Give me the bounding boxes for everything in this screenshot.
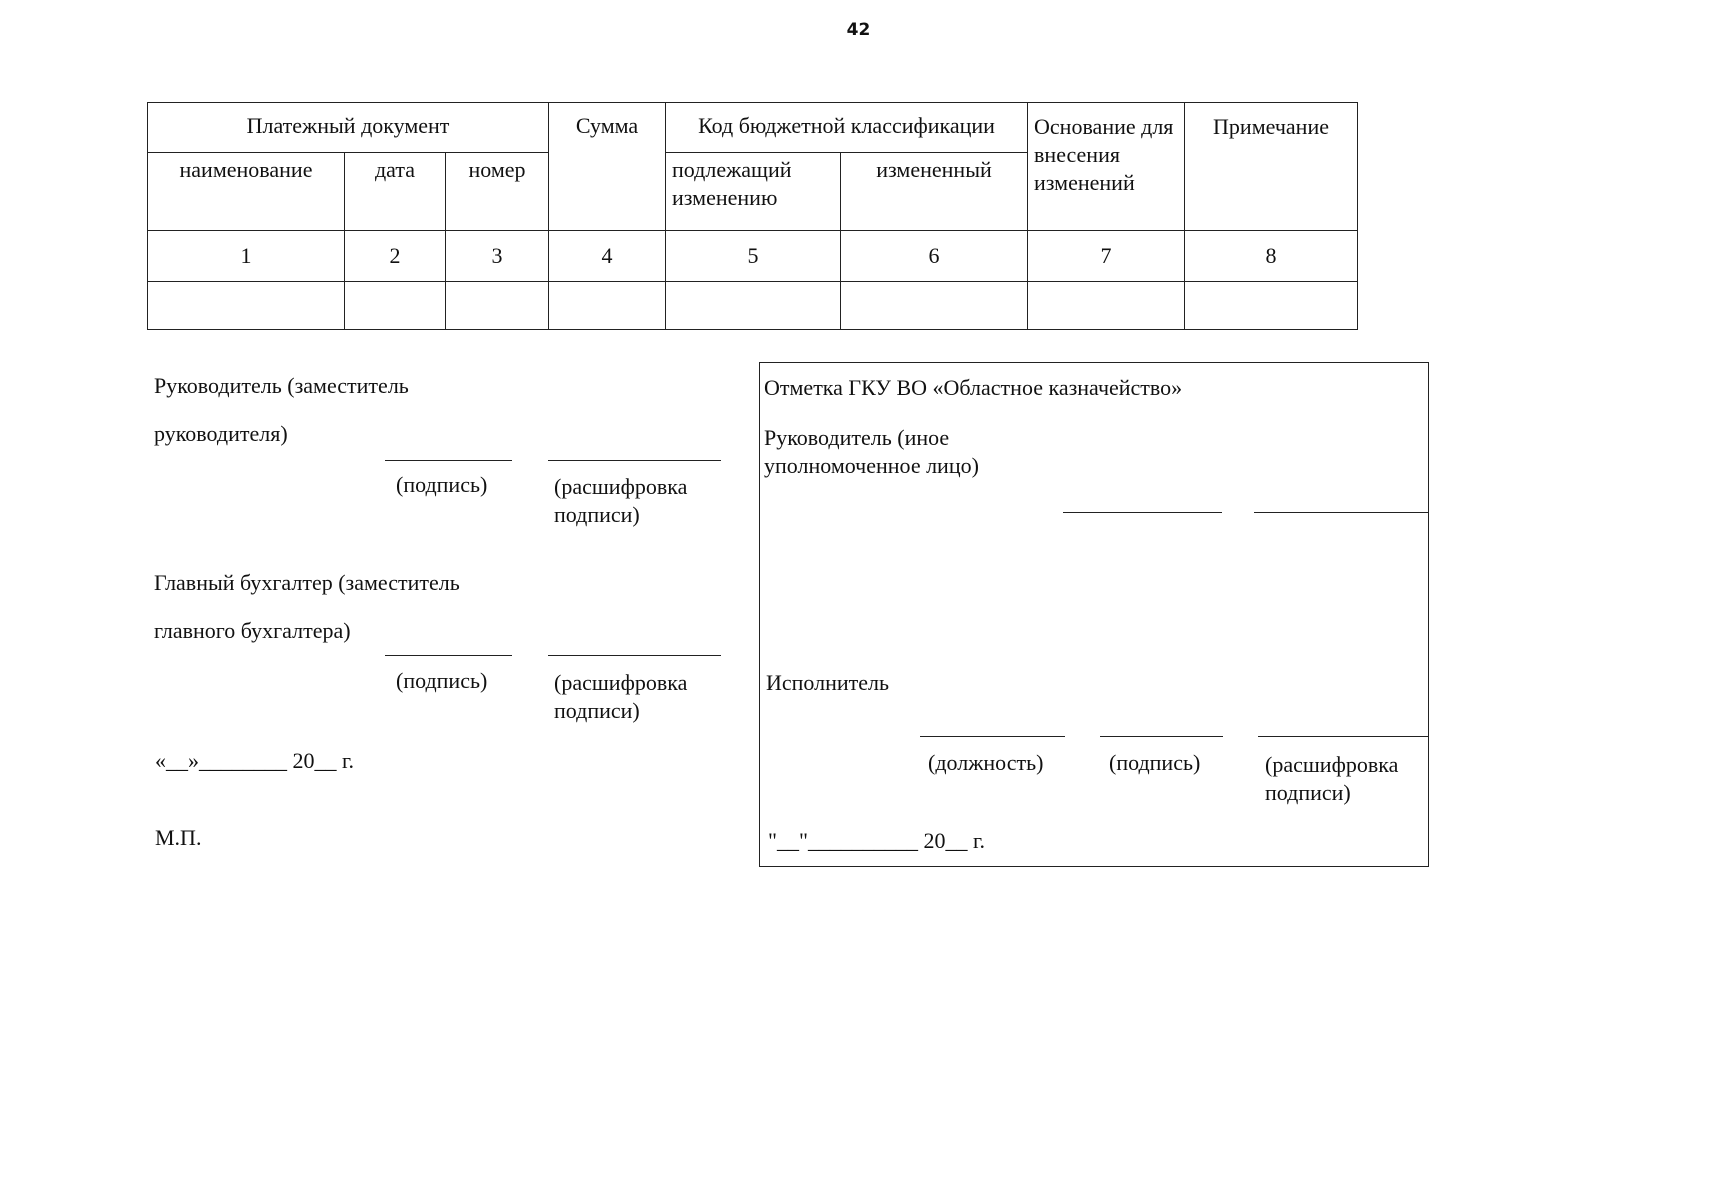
header-basis: Основание для внесения изменений — [1028, 103, 1185, 231]
executor-signature-caption: (подпись) — [1109, 750, 1201, 775]
head-decoding-line[interactable] — [548, 460, 721, 461]
table-cell[interactable] — [345, 282, 446, 330]
executor-position-line[interactable] — [920, 736, 1065, 737]
head-label-line1: Руководитель (заместитель — [154, 373, 409, 398]
executor-decoding-caption: (расшифровка подписи) — [1265, 752, 1399, 805]
seal-label: М.П. — [155, 825, 202, 850]
table-cell[interactable] — [1185, 282, 1358, 330]
column-number: 3 — [446, 231, 549, 282]
accountant-decoding-caption: (расшифровка подписи) — [554, 670, 688, 723]
head-signature-caption: (подпись) — [396, 472, 488, 497]
header-payment-document: Платежный документ — [148, 103, 549, 153]
header-bk-code: Код бюджетной классификации — [666, 103, 1028, 153]
table-cell[interactable] — [666, 282, 841, 330]
table-cell[interactable] — [1028, 282, 1185, 330]
column-number: 6 — [841, 231, 1028, 282]
treasury-date-line[interactable]: "__"__________ 20__ г. — [768, 828, 986, 853]
header-number: номер — [446, 153, 549, 231]
column-number: 7 — [1028, 231, 1185, 282]
executor-signature-line[interactable] — [1100, 736, 1223, 737]
column-number: 4 — [549, 231, 666, 282]
executor-label: Исполнитель — [766, 670, 890, 695]
date-line[interactable]: «__»________ 20__ г. — [155, 748, 355, 773]
header-date: дата — [345, 153, 446, 231]
page-number: 42 — [846, 20, 871, 40]
column-number: 8 — [1185, 231, 1358, 282]
payment-documents-table — [147, 102, 1358, 330]
head-signature-line[interactable] — [385, 460, 512, 461]
accountant-signature-caption: (подпись) — [396, 668, 488, 693]
accountant-label-line2: главного бухгалтера) — [154, 618, 351, 643]
treasury-head-decoding-line[interactable] — [1254, 512, 1429, 513]
table-cell[interactable] — [148, 282, 345, 330]
column-number: 1 — [148, 231, 345, 282]
head-label-line2: руководителя) — [154, 421, 288, 446]
treasury-head-signature-line[interactable] — [1063, 512, 1222, 513]
header-to-change: подлежащий изменению — [666, 153, 841, 231]
header-changed: измененный — [841, 153, 1028, 231]
executor-decoding-line[interactable] — [1258, 736, 1429, 737]
header-amount: Сумма — [549, 103, 666, 231]
header-note: Примечание — [1185, 103, 1358, 231]
executor-position-caption: (должность) — [928, 750, 1044, 775]
treasury-title: Отметка ГКУ ВО «Областное казначейство» — [764, 375, 1183, 400]
column-number: 2 — [345, 231, 446, 282]
head-decoding-caption: (расшифровка подписи) — [554, 474, 688, 527]
table-cell[interactable] — [446, 282, 549, 330]
table-header-row — [148, 103, 1358, 153]
table-cell[interactable] — [549, 282, 666, 330]
accountant-label-line1: Главный бухгалтер (заместитель — [154, 570, 460, 595]
column-number: 5 — [666, 231, 841, 282]
table-cell[interactable] — [841, 282, 1028, 330]
accountant-decoding-line[interactable] — [548, 655, 721, 656]
table-blank-row — [148, 282, 1358, 330]
accountant-signature-line[interactable] — [385, 655, 512, 656]
header-name: наименование — [148, 153, 345, 231]
column-numbers-row — [148, 231, 1358, 282]
treasury-head-label: Руководитель (иное уполномоченное лицо) — [764, 425, 979, 478]
